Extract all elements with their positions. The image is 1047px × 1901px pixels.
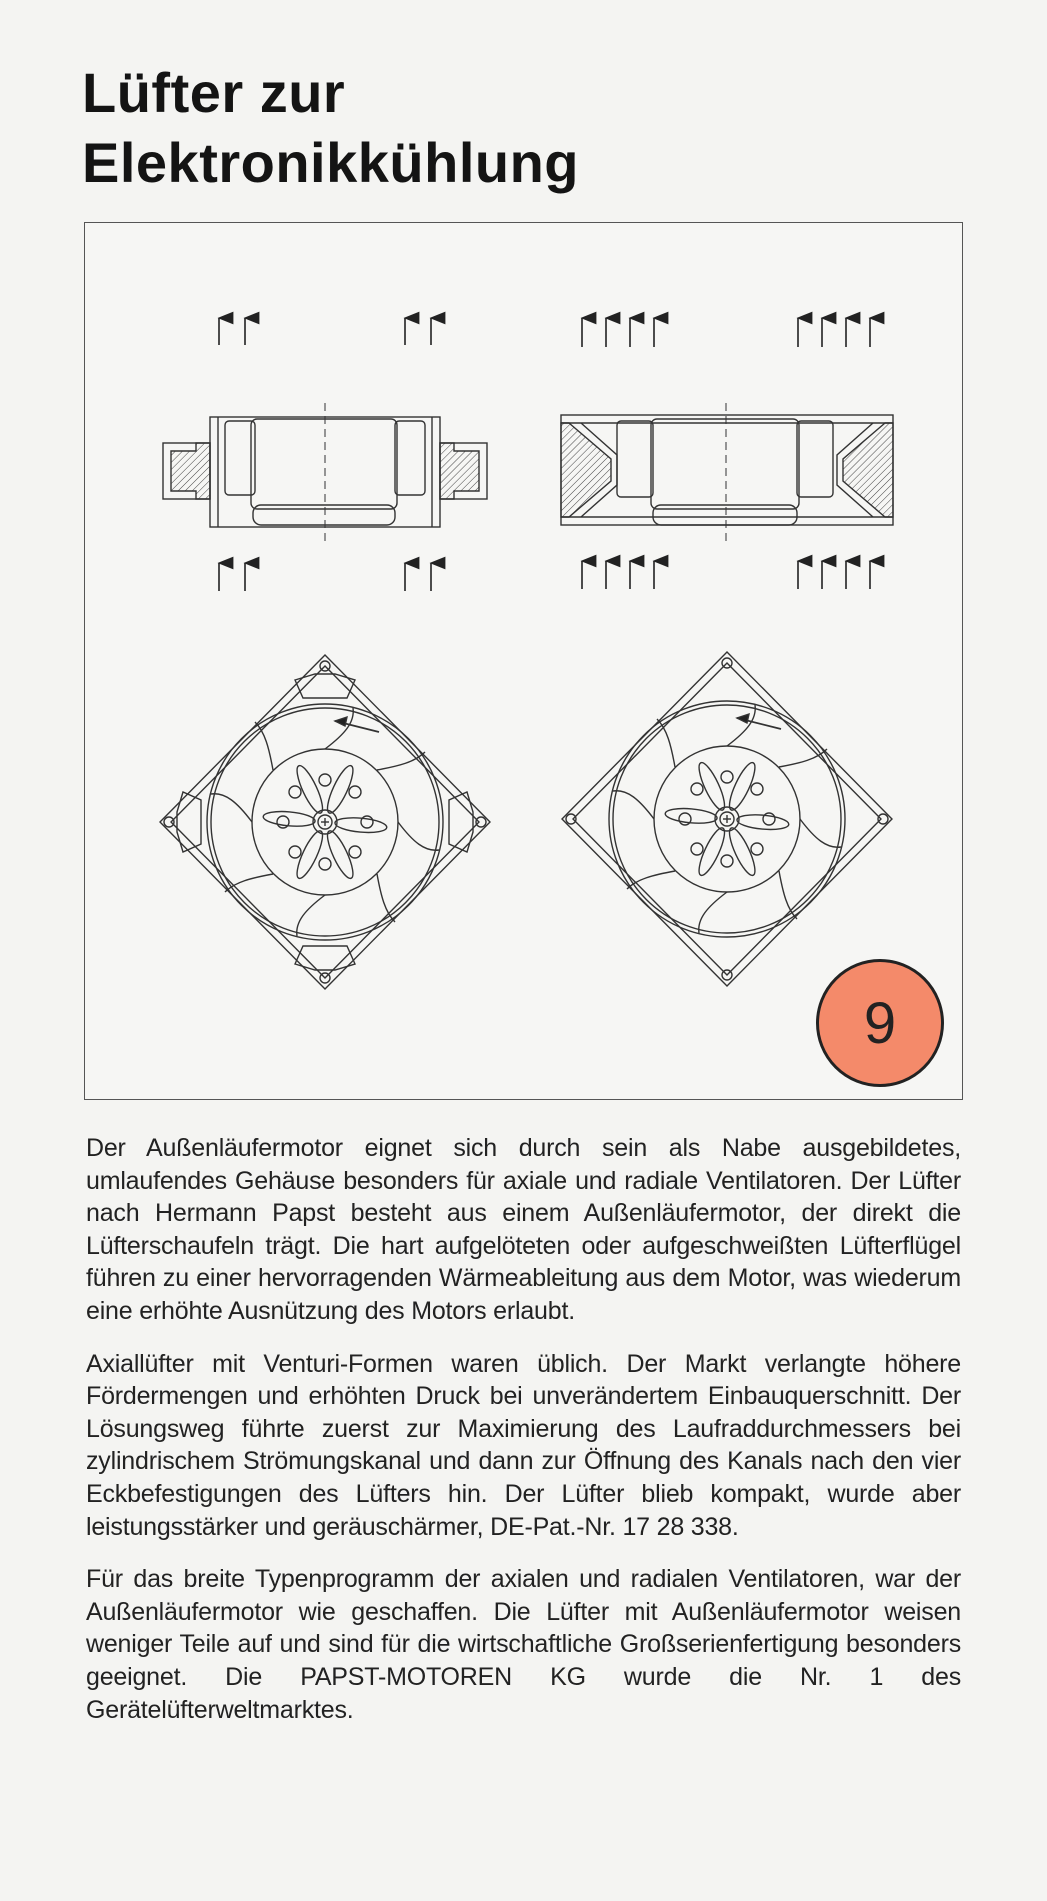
body-text [86,1132,961,1746]
front-view-venturi [160,655,490,989]
title-line-1: Lüfter zur [82,61,346,124]
page-title [82,58,579,198]
section-cylindrical [561,318,893,589]
front-view-cylindrical [562,652,892,986]
paragraph-1: Der Außenläufermotor eignet sich durch sein als Nabe ausgebildetes, umlaufendes Gehäuse besonders für axiale und radiale Ventilatoren. Der Lüfter nach Hermann Papst besteht aus einem Außenläufermotor, der direkt die Lüfterschaufeln trägt. Die hart aufgelöteten oder aufgeschweißten Lüfterflügel führen zu einer hervorragenden Wärmeableitung aus dem Motor, was wiederum eine erhöhte Ausnützung des Motors erlaubt. [86,1134,961,1325]
section-venturi [163,318,487,591]
fan-diagram-figure [84,222,963,1100]
paragraph-3: Für das breite Typenprogramm der axialen und radialen Ventilatoren, war der Außenläufermotor wie geschaffen. Die Lüfter mit Außenläufermotor weisen weniger Teile auf und sind für die wirtschaftliche Großserienfertigung besonders geeignet. Die PAPST-MOTOREN KG wurde die Nr. 1 des Gerätelüfterweltmarktes. [86,1565,961,1724]
paragraph-2: Axiallüfter mit Venturi-Formen waren üblich. Der Markt verlangte höhere Fördermengen und erhöhten Druck bei unverändertem Einbauquerschnitt. Der Lösungsweg führte zuerst zur Maximierung des Laufraddurchmessers bei zylindrischem Strömungskanal und dann zur Öffnung des Kanals nach den vier Eckbefestigungen des Lüfters hin. Der Lüfter blieb kompakt, wurde aber leistungsstärker und geräuschärmer, DE-Pat.-Nr. 17 28 338. [86,1349,961,1541]
title-line-2: Elektronikkühlung [82,131,579,194]
page-number-badge: 9 [816,959,944,1087]
fan-drawings [85,223,962,1099]
airflow-arrows-top-right [582,318,870,589]
